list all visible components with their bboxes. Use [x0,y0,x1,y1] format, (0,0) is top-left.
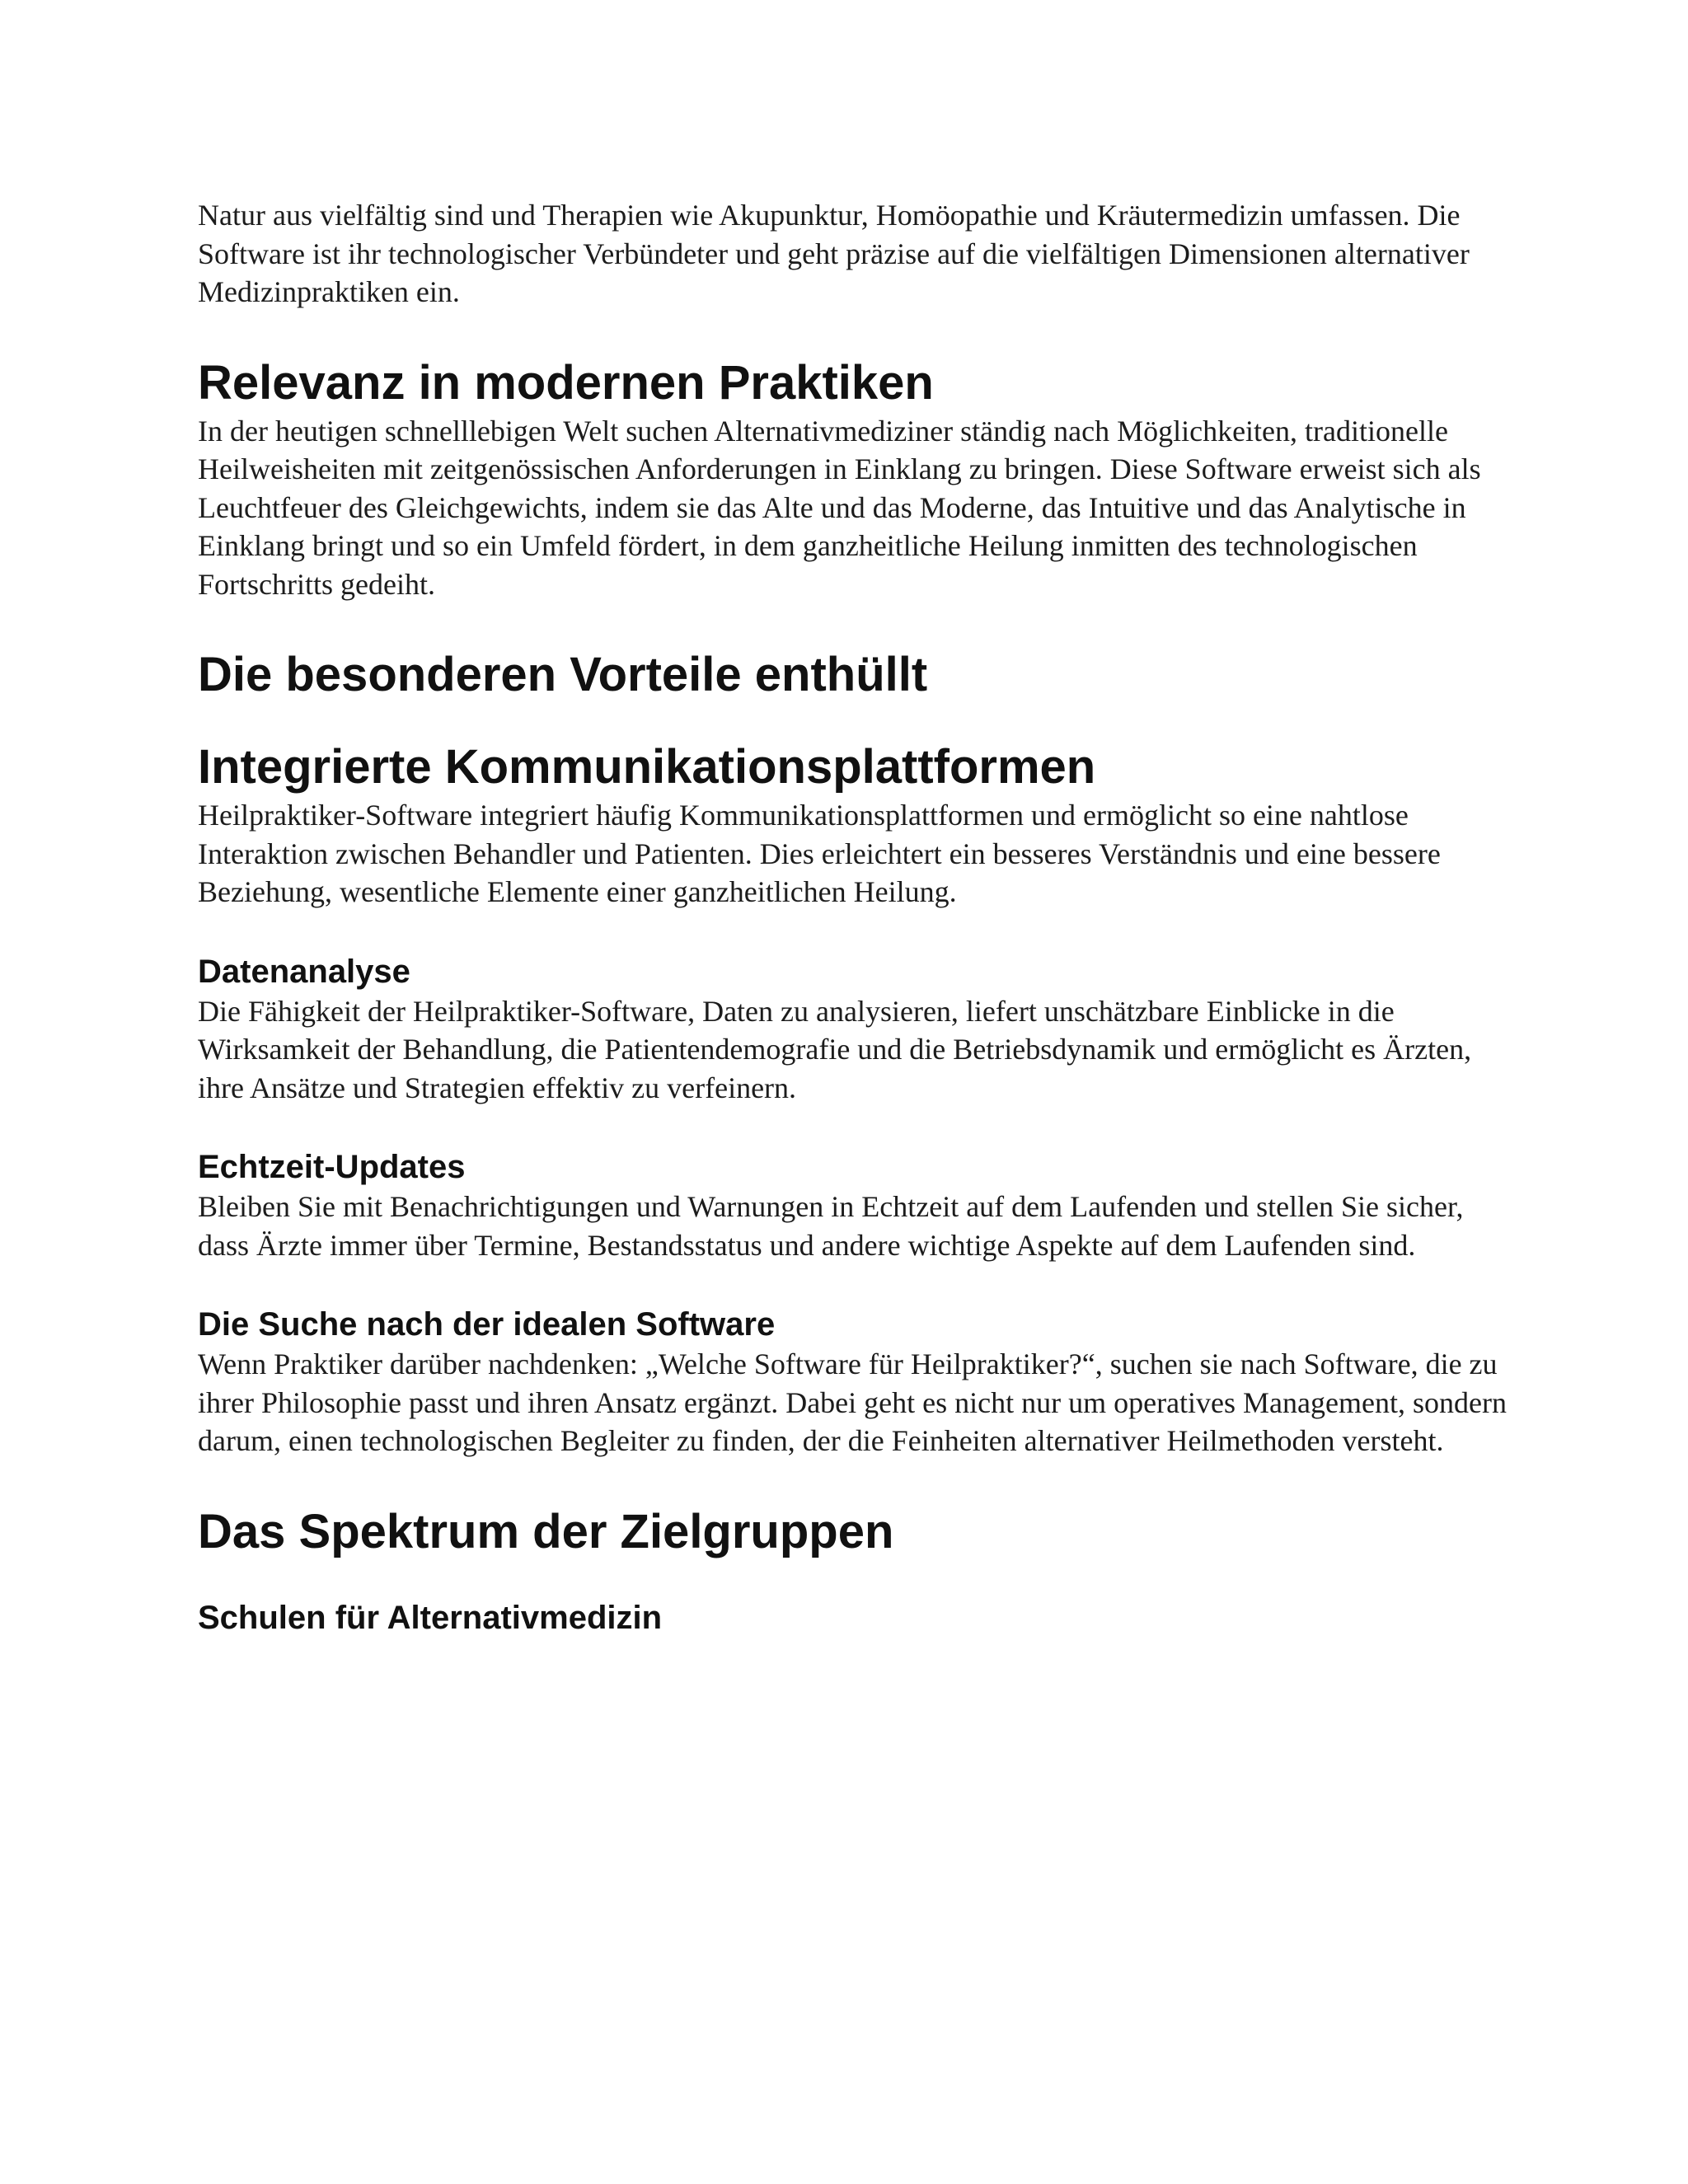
heading-datenanalyse: Datenanalyse [198,953,410,990]
intro-paragraph: Natur aus vielfältig sind und Therapien wie Akupunktur, Homöopathie und Kräutermedizin umfassen. Die Software ist ihr technologischer Verbündeter und geht präzise auf die vielfältigen Dimensionen alternativer Medizinpraktiken ein. [198,199,1470,308]
heading-suche: Die Suche nach der idealen Software [198,1306,776,1343]
paragraph-datenanalyse: Die Fähigkeit der Heilpraktiker-Software, Daten zu analysieren, liefert unschätzbare Einblicke in die Wirksamkeit der Behandlung, die Patientendemografie und die Betriebsdynamik und ermöglicht es Ärzten, ihre Ansätze und Strategien effektiv zu verfeinern. [198,994,1472,1104]
heading-schulen: Schulen für Alternativmedizin [198,1599,663,1636]
heading-zielgruppen: Das Spektrum der Zielgruppen [198,1504,894,1558]
paragraph-kommunikation: Heilpraktiker-Software integriert häufig Kommunikationsplattformen und ermöglicht so eine nahtlose Interaktion zwischen Behandler und Patienten. Dies erleichtert ein besseres Verständnis und eine bessere Beziehung, wesentliche Elemente einer ganzheitlichen Heilung. [198,799,1441,908]
heading-relevanz: Relevanz in modernen Praktiken [198,355,934,410]
heading-echtzeit: Echtzeit-Updates [198,1149,466,1185]
paragraph-relevanz: In der heutigen schnelllebigen Welt suchen Alternativmediziner ständig nach Möglichkeiten, traditionelle Heilweisheiten mit zeitgenössischen Anforderungen in Einklang zu bringen. Diese Software erweist sich als Leuchtfeuer des Gleichgewichts, indem sie das Alte und das Moderne, das Intuitive und das Analytische in Einklang bringt und so ein Umfeld fördert, in dem ganzheitliche Heilung inmitten des technologischen Fortschritts gedeiht. [198,414,1481,601]
heading-vorteile: Die besonderen Vorteile enthüllt [198,648,928,701]
paragraph-suche: Wenn Praktiker darüber nachdenken: „Welche Software für Heilpraktiker?“, suchen sie nach Software, die zu ihrer Philosophie passt und ihren Ansatz ergänzt. Dabei geht es nicht nur um operatives Management, sondern darum, einen technologischen Begleiter zu finden, der die Feinheiten alternativer Heilmethoden versteht. [198,1347,1507,1457]
heading-kommunikation: Integrierte Kommunikationsplattformen [198,740,1096,794]
paragraph-echtzeit: Bleiben Sie mit Benachrichtigungen und Warnungen in Echtzeit auf dem Laufenden und stellen Sie sicher, dass Ärzte immer über Termine, Bestandsstatus und andere wichtige Aspekte auf dem Laufenden sind. [198,1190,1464,1262]
document-body [198,196,1508,1638]
